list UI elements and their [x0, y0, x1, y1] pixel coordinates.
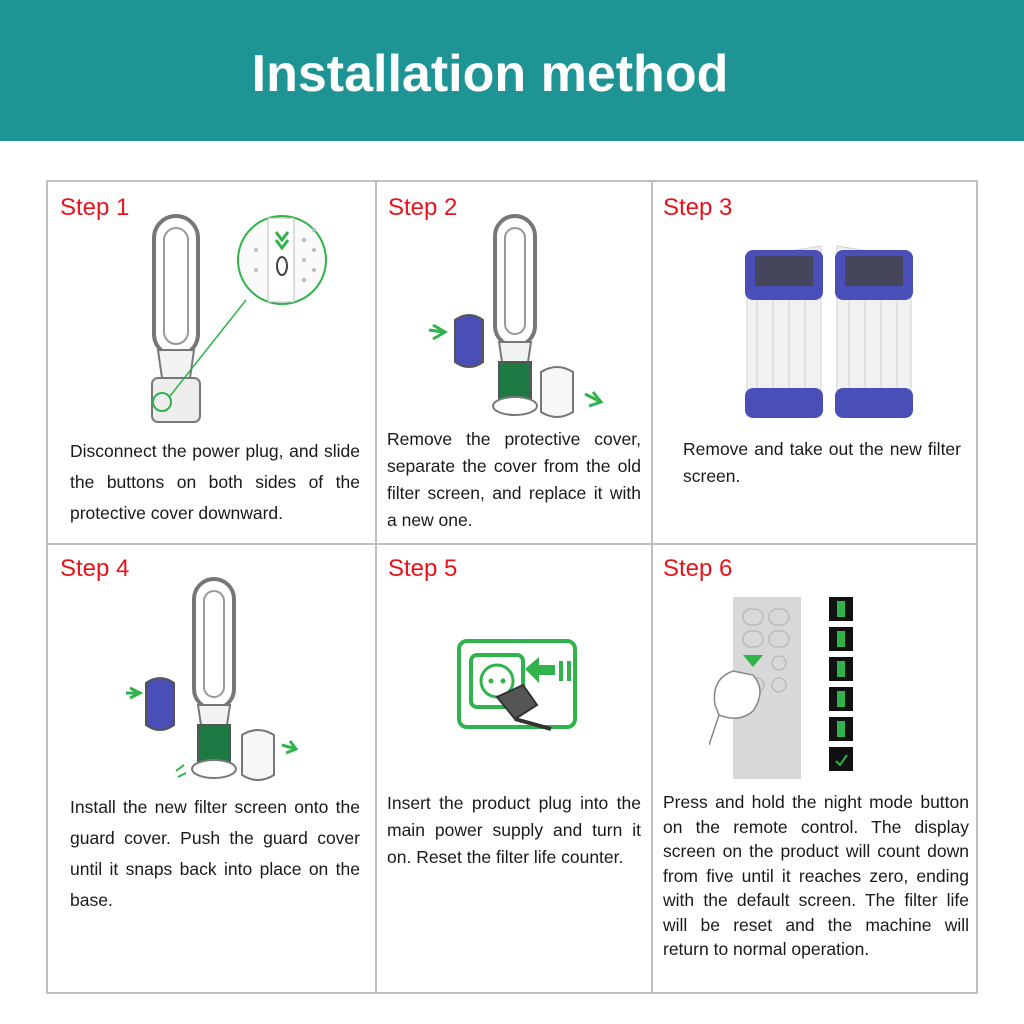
page-title: Installation method: [251, 45, 729, 103]
step-6-text: Press and hold the night mode button on the remote control. The display screen on the product will count down from five until it reaches zero, ending with the default screen. The filter life will be reset and the machine will return to normal operation.: [663, 792, 969, 959]
step-1-cell: [48, 182, 375, 543]
step-3-label: Step 3: [663, 194, 733, 221]
steps-grid: [46, 180, 978, 994]
step-2-label: Step 2: [388, 194, 458, 221]
step-1-label: Step 1: [60, 194, 130, 221]
plug-into-socket-icon: [457, 639, 577, 733]
step-3-cell: [653, 182, 978, 543]
step-2-text: Remove the protective cover, separate the cover from the old filter screen, and replace it with a new one.: [387, 429, 641, 530]
step-5-cell: [377, 545, 651, 994]
tower-fan-cover-removal-icon: [425, 212, 615, 427]
cylindrical-filter-halves-icon: [737, 238, 967, 423]
step-6-label: Step 6: [663, 555, 733, 582]
remote-control-countdown-icon: [709, 595, 879, 781]
step-1-text: Disconnect the power plug, and slide the buttons on both sides of the protective cover downward.: [70, 441, 360, 523]
step-6-cell: [653, 545, 978, 994]
step-5-label: Step 5: [388, 555, 458, 582]
step-4-label: Step 4: [60, 555, 130, 582]
step-4-cell: [48, 545, 375, 994]
tower-fan-filter-install-icon: [124, 575, 314, 790]
step-2-cell: [377, 182, 651, 543]
header-banner: [0, 0, 1024, 141]
step-5-text: Insert the product plug into the main power supply and turn it on. Reset the filter life counter.: [387, 793, 641, 867]
step-3-text: Remove and take out the new filter screen.: [683, 439, 961, 486]
tower-fan-button-zoom-icon: [128, 210, 368, 430]
step-4-text: Install the new filter screen onto the guard cover. Push the guard cover until it snaps back into place on the base.: [70, 797, 360, 910]
